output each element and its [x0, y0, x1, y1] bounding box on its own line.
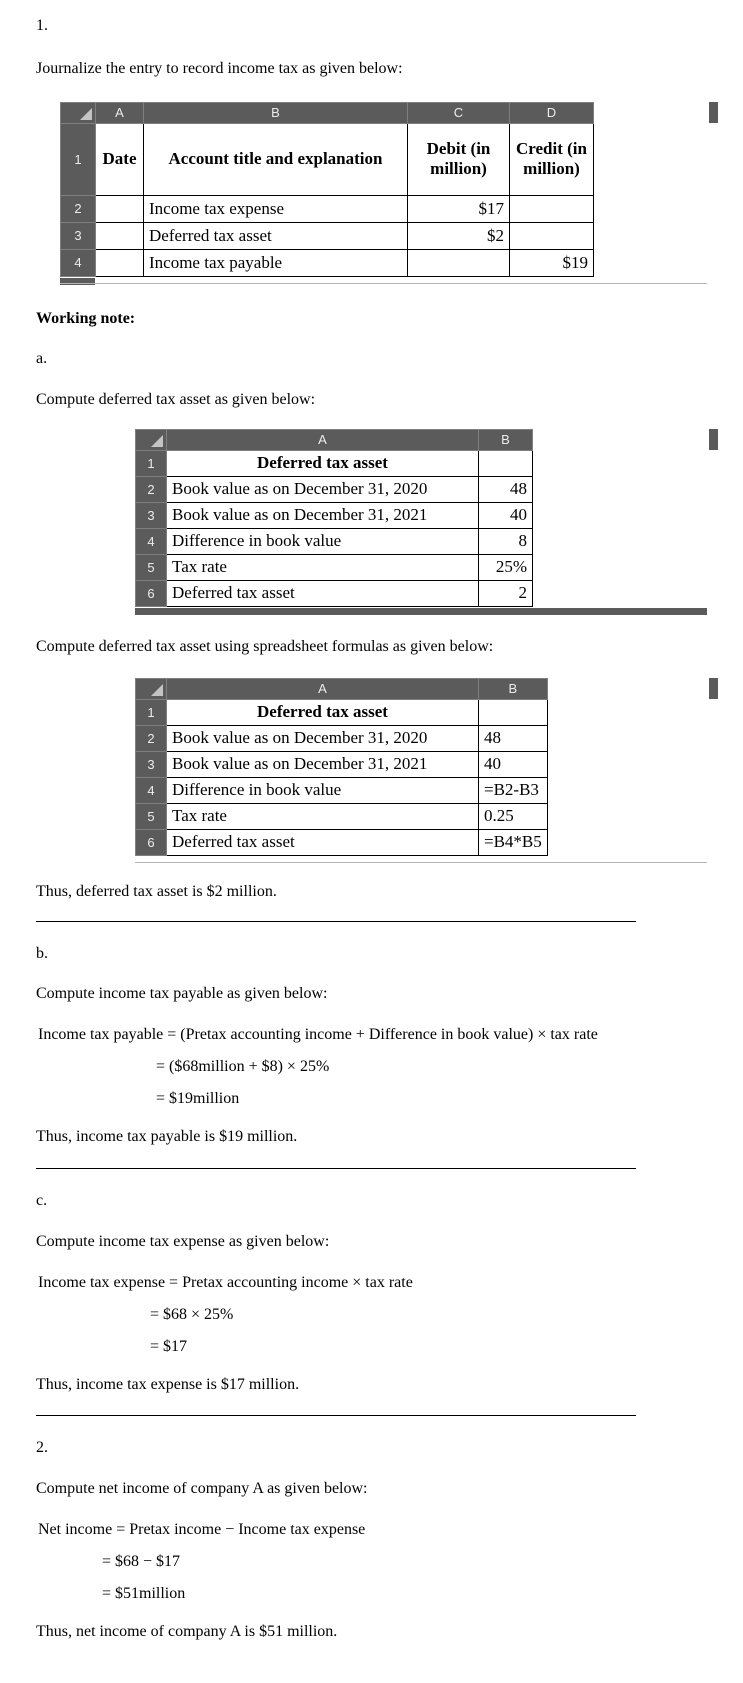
sheet-partial-row-stub [135, 608, 707, 615]
section-a-conclusion: Thus, deferred tax asset is $2 million. [36, 882, 277, 900]
deferred-tax-asset-spreadsheet [135, 429, 707, 607]
cell-label: Tax rate [167, 554, 479, 580]
journal-row [61, 249, 594, 276]
table-row [136, 829, 548, 855]
cell-label: Book value as on December 31, 2021 [167, 502, 479, 528]
row-number: 4 [136, 777, 167, 803]
cell-label: Difference in book value [167, 777, 479, 803]
select-all-corner [136, 678, 167, 699]
table-row [136, 554, 533, 580]
column-header-a: A [167, 429, 479, 450]
column-header-d: D [510, 102, 594, 123]
cell-value [479, 450, 533, 476]
deferred-tax-asset-formula-spreadsheet [135, 678, 707, 856]
cell-account: Income tax expense [144, 195, 408, 222]
section-b-intro: Compute income tax payable as given below: [36, 985, 328, 1003]
cell-value: 48 [479, 476, 533, 502]
column-header-row [136, 678, 548, 699]
cell-value: 0.25 [479, 803, 548, 829]
table-row [136, 751, 548, 777]
formula-line: Net income = Pretax income − Income tax expense [38, 1520, 366, 1538]
section-a-intro: Compute deferred tax asset as given below: [36, 391, 316, 409]
table-title-row [136, 699, 548, 725]
cell-date [96, 195, 144, 222]
cell-value [479, 699, 548, 725]
table-row [136, 725, 548, 751]
section-1-intro: Journalize the entry to record income tax as given below: [36, 59, 403, 77]
column-header-a: A [167, 678, 479, 699]
section-divider [36, 1168, 636, 1169]
header-cell-debit: Debit (in million) [408, 123, 510, 195]
section-1-number: 1. [36, 17, 48, 34]
select-all-icon [151, 684, 163, 696]
sheet-edge-stub [709, 429, 718, 450]
cell-account: Income tax payable [144, 249, 408, 276]
row-number: 3 [136, 751, 167, 777]
cell-label: Book value as on December 31, 2021 [167, 751, 479, 777]
income-tax-expense-formula [38, 1273, 707, 1357]
table-row [136, 528, 533, 554]
section-2-intro: Compute net income of company A as given below: [36, 1480, 368, 1498]
section-c-conclusion: Thus, income tax expense is $17 million. [36, 1375, 300, 1393]
cell-date [96, 222, 144, 249]
column-header-c: C [408, 102, 510, 123]
formula-line: = $68 − $17 [102, 1552, 181, 1570]
cell-label: Deferred tax asset [167, 829, 479, 855]
header-cell-credit: Credit (in million) [510, 123, 594, 195]
column-header-row [61, 102, 594, 123]
row-number: 6 [136, 580, 167, 606]
section-b-label: b. [36, 944, 48, 962]
section-2-number: 2. [36, 1439, 48, 1457]
row-number: 5 [136, 803, 167, 829]
cell-value: 25% [479, 554, 533, 580]
header-cell-date: Date [96, 123, 144, 195]
formula-line: = $68 × 25% [150, 1305, 234, 1323]
cell-credit [510, 222, 594, 249]
cell-credit [510, 195, 594, 222]
journal-row [61, 222, 594, 249]
section-c-intro: Compute income tax expense as given below: [36, 1232, 330, 1250]
section-c-label: c. [36, 1191, 48, 1209]
cell-value: 2 [479, 580, 533, 606]
sheet-edge-stub [709, 678, 718, 699]
formula-line: = $19million [156, 1090, 240, 1108]
cell-date [96, 249, 144, 276]
table-row [136, 502, 533, 528]
row-number: 3 [136, 502, 167, 528]
journal-row [61, 195, 594, 222]
deferred-tax-asset-table [135, 429, 533, 607]
cell-label: Book value as on December 31, 2020 [167, 725, 479, 751]
table-row [136, 476, 533, 502]
journal-header-row [61, 123, 594, 195]
cell-value: =B2-B3 [479, 777, 548, 803]
net-income-formula [38, 1520, 707, 1604]
select-all-icon [80, 108, 92, 120]
formula-line: Income tax expense = Pretax accounting income × tax rate [38, 1273, 413, 1291]
section-a-label: a. [36, 350, 48, 368]
section-2-conclusion: Thus, net income of company A is $51 million. [36, 1622, 338, 1640]
cell-credit: $19 [510, 249, 594, 276]
income-tax-payable-formula [38, 1025, 707, 1109]
cell-title: Deferred tax asset [167, 699, 479, 725]
sheet-edge-stub [709, 102, 718, 123]
formula-line: = $51million [102, 1584, 186, 1602]
cell-value: 40 [479, 751, 548, 777]
formula-line: = ($68million + $8) × 25% [156, 1058, 330, 1076]
row-number: 6 [136, 829, 167, 855]
section-a-intro-formulas: Compute deferred tax asset using spreadsheet formulas as given below: [36, 637, 494, 655]
table-row [136, 803, 548, 829]
select-all-corner [61, 102, 96, 123]
sheet-gridline-stub [135, 862, 707, 863]
table-row [136, 777, 548, 803]
row-number: 2 [61, 195, 96, 222]
row-number: 2 [136, 725, 167, 751]
row-number: 1 [136, 699, 167, 725]
section-divider [36, 921, 636, 922]
deferred-tax-asset-formula-table [135, 678, 548, 856]
column-header-b: B [144, 102, 408, 123]
cell-label: Tax rate [167, 803, 479, 829]
cell-value: 48 [479, 725, 548, 751]
row-number: 1 [136, 450, 167, 476]
column-header-b: B [479, 429, 533, 450]
journal-entry-spreadsheet [60, 102, 707, 277]
row-number: 4 [61, 249, 96, 276]
row-number: 4 [136, 528, 167, 554]
column-header-b: B [479, 678, 548, 699]
select-all-corner [136, 429, 167, 450]
cell-value: 8 [479, 528, 533, 554]
row-number: 3 [61, 222, 96, 249]
column-header-row [136, 429, 533, 450]
section-b-conclusion: Thus, income tax payable is $19 million. [36, 1128, 298, 1146]
journal-table [60, 102, 594, 277]
cell-value: 40 [479, 502, 533, 528]
cell-debit: $17 [408, 195, 510, 222]
row-number: 1 [61, 123, 96, 195]
select-all-icon [151, 435, 163, 447]
cell-value: =B4*B5 [479, 829, 548, 855]
table-row [136, 580, 533, 606]
column-header-a: A [96, 102, 144, 123]
row-number: 2 [136, 476, 167, 502]
row-number: 5 [136, 554, 167, 580]
table-title-row [136, 450, 533, 476]
header-cell-account: Account title and explanation [144, 123, 408, 195]
working-note-heading: Working note: [36, 309, 136, 327]
section-divider [36, 1415, 636, 1416]
cell-label: Difference in book value [167, 528, 479, 554]
cell-debit: $2 [408, 222, 510, 249]
sheet-gridline-stub [60, 283, 707, 284]
cell-account: Deferred tax asset [144, 222, 408, 249]
formula-line: = $17 [150, 1337, 188, 1355]
cell-label: Book value as on December 31, 2020 [167, 476, 479, 502]
formula-line: Income tax payable = (Pretax accounting income + Difference in book value) × tax rate [38, 1026, 598, 1044]
cell-title: Deferred tax asset [167, 450, 479, 476]
cell-label: Deferred tax asset [167, 580, 479, 606]
cell-debit [408, 249, 510, 276]
